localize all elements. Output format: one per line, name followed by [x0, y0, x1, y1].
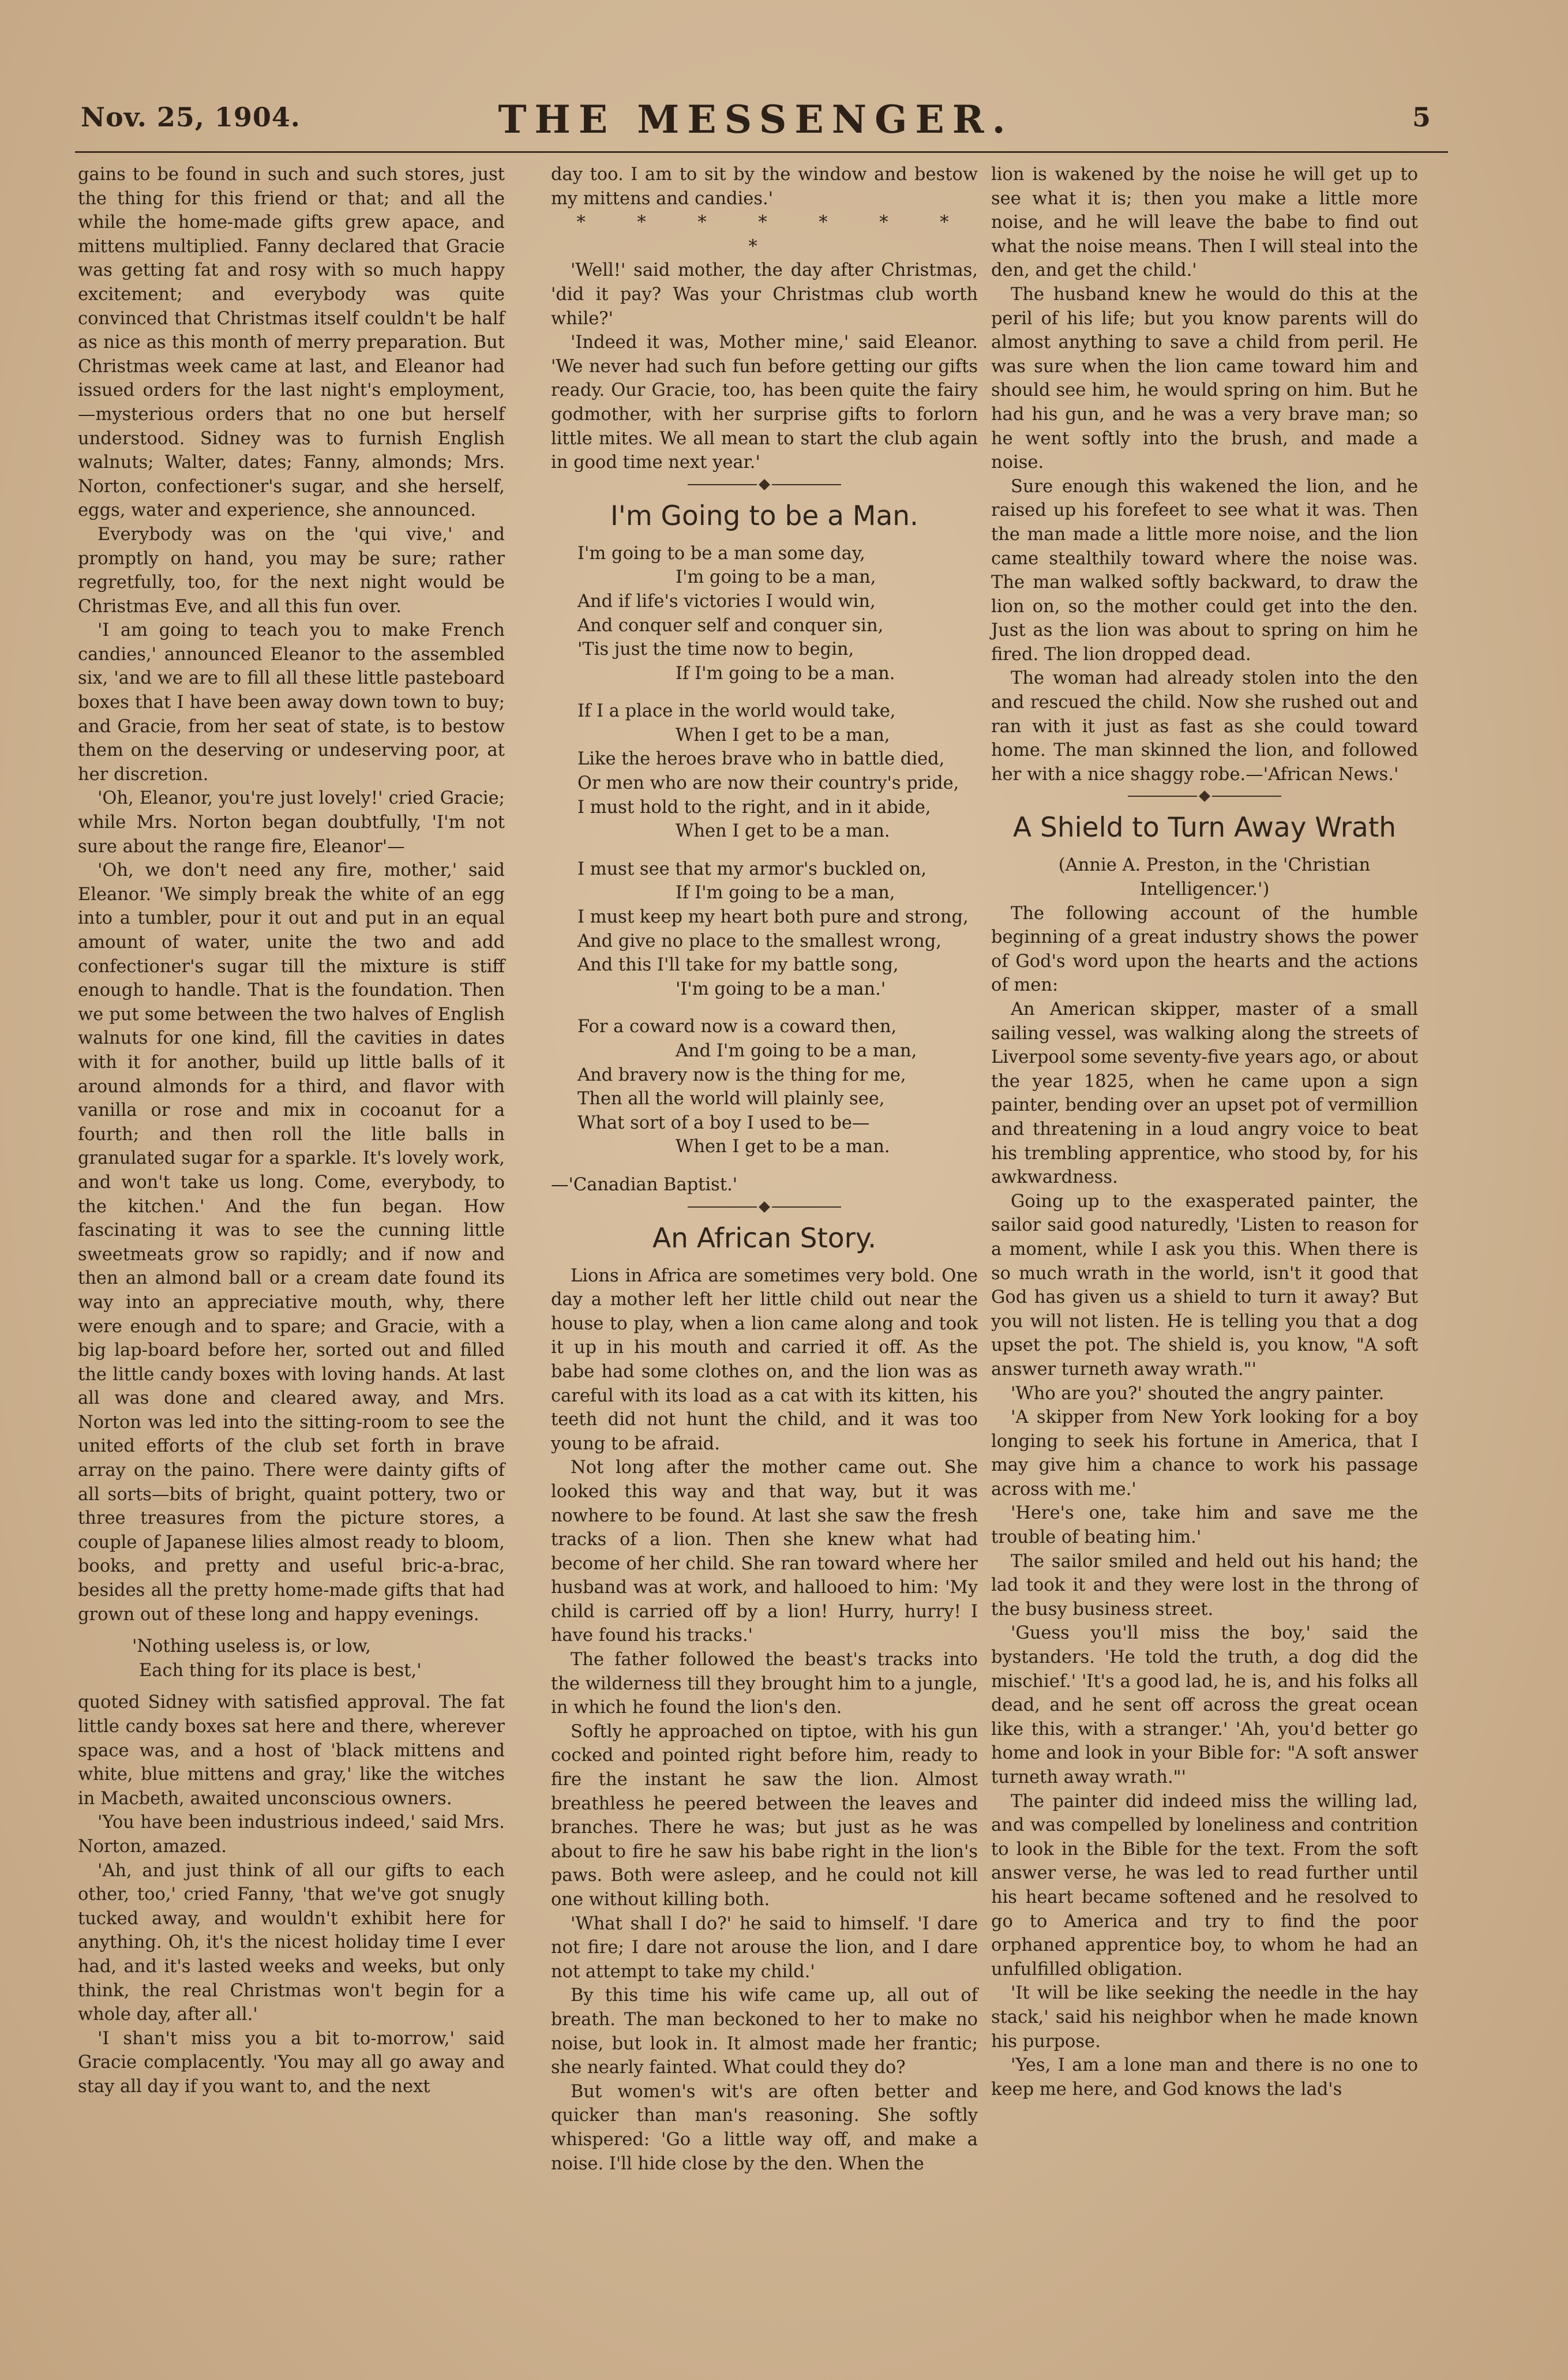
poem-title: I'm Going to be a Man.	[610, 500, 918, 532]
paragraph: An American skipper, master of a small sailing vessel, was walking along the streets of Liverpool some seventy-five years ago, or about the year 1825, when he came upon a sign painter, bending over an upset pot of vermillion and threatening in a loud angry voice to beat his trembling apprentice, who stood by, for his awkwardness.	[991, 999, 1418, 1188]
paragraph: 'Oh, we don't need any fire, mother,' said Eleanor. 'We simply break the white of an egg into a tumbler, pour it out and put in an equal amount of water, unite the two and add confectioner's sugar till the mixture is stiff enough to handle. That is the foundation. Then we put some between the two halves of English walnuts for one kind, fill the cavities in dates with it for another, build up little balls of it around almonds for a third, and flavor with vanilla or rose and mix in cocoanut for a fourth; and then roll the litle balls in granulated sugar for a sparkle. It's lovely work, and won't take us long. Come, everybody, to the kitchen.' And the fun began. How fascinating it was to see the cunning little sweetmeats grow so rapidly; and if now and then an almond ball or a cream date found its way into an appreciative mouth, why, there were enough and to spare; and Gracie, with a big lap-board before her, sorted out and filled the little candy boxes with loving hands. At last all was done and cleared away, and Mrs. Norton was led into the sitting-room to see the united efforts of the club set forth in brave array on the paino. There were dainty gifts of all sorts—bits of bright, quaint pottery, two or three treasures from the picture stores, a couple of Japanese lilies almost ready to bloom, books, and pretty and useful bric-a-brac, besides all the pretty home-made gifts that had grown out of these long and happy evenings.	[78, 860, 505, 1625]
paragraph: Not long after the mother came out. She looked this way and that way, but it was nowhere to be found. At last she saw the fresh tracks of a lion. Then she knew what had become of her child. She ran toward where her husband was at work, and hallooed to him: 'My child is carried off by a lion! Hurry, hurry! I have found his tracks.'	[551, 1457, 978, 1646]
paper-title: THE MESSENGER.	[498, 97, 1014, 142]
column-3	[991, 163, 1418, 2101]
paragraph: day too. I am to sit by the window and bestow my mittens and candies.'	[551, 164, 978, 209]
paragraph: 'Indeed it was, Mother mine,' said Eleanor. 'We never had such fun before getting our gifts ready. Our Gracie, too, has been quite the fairy godmother, with her surprise gifts to forlorn little mites. We all mean to start the club again in good time next year.'	[551, 332, 978, 473]
verse-line: And bravery now is the thing for me,	[577, 1065, 906, 1085]
verse-line: 'Nothing useless is, or low,	[132, 1636, 371, 1657]
poem-stanza	[551, 542, 978, 686]
verse-line: If I'm going to be a man,	[676, 883, 895, 904]
verse-line: Or men who are now their country's pride,	[577, 773, 959, 794]
verse-line: 'Tis just the time now to begin,	[577, 639, 854, 660]
quoted-couplet	[78, 1635, 505, 1682]
verse-line: When I get to be a man.	[676, 1137, 890, 1157]
paragraph: 'Here's one, take him and save me the trouble of beating him.'	[991, 1503, 1418, 1548]
verse-line: I must hold to the right, and in it abide,	[577, 797, 931, 818]
paragraph: 'Who are you?' shouted the angry painter.	[1011, 1383, 1385, 1404]
paragraph: 'Yes, I am a lone man and there is no one to keep me here, and God knows the lad's	[991, 2055, 1418, 2100]
paragraph: 'Oh, Eleanor, you're just lovely!' cried Gracie; while Mrs. Norton began doubtfully, 'I'm not sure about the range fire, Eleanor'—	[78, 788, 505, 857]
verse-line: And this I'll take for my battle song,	[577, 955, 899, 976]
paragraph: The husband knew he would do this at the peril of his life; but you know parents will do almost anything to save a child from peril. He was sure when the lion came toward him and should see him, he would spring on him. But he had his gun, and he was a very brave man; so he went softly into the brush, and made a noise.	[991, 284, 1418, 473]
poem-stanza	[551, 1015, 978, 1159]
paragraph: But women's wit's are often better and quicker than man's reasoning. She softly whispered: 'Go a little way off, and make a noise. I'll hide close by the den. When the	[551, 2081, 978, 2174]
ornamental-divider	[991, 792, 1418, 800]
verse-line: I'm going to be a man,	[676, 567, 876, 588]
poem-stanza	[551, 699, 978, 844]
paragraph: Going up to the exasperated painter, the sailor said good naturedly, 'Listen to reason for a moment, while I ask you this. When there is so much wrath in the world, isn't it good that God has given us a shield to turn it away? But you will not listen. He is telling you that a dog upset the pot. The shield is, you know, "A soft answer turneth away wrath."'	[991, 1191, 1418, 1380]
verse-line: When I get to be a man,	[676, 725, 890, 745]
verse-line: For a coward now is a coward then,	[577, 1017, 897, 1037]
paragraph: lion is wakened by the noise he will get up to see what it is; then you make a little more noise, and he will leave the babe to find out what the noise means. Then I will steal into the den, and get the child.'	[991, 164, 1418, 281]
verse-line: I must see that my armor's buckled on,	[577, 859, 927, 879]
poem-source: —'Canadian Baptist.'	[551, 1174, 738, 1195]
paragraph: 'Well!' said mother, the day after Christmas, 'did it pay? Was your Christmas club worth while?'	[551, 260, 978, 329]
verse-line: Like the heroes brave who in battle died,	[577, 749, 945, 770]
paragraph: Sure enough this wakened the lion, and he raised up his forefeet to see what it was. Then the man made a little more noise, and the lion came stealthily toward where the noise was. The man walked softly backward, to draw the lion on, so the mother could get into the den. Just as the lion was about to spring on him he fired. The lion dropped dead.	[991, 476, 1418, 665]
paragraph: 'I shan't miss you a bit to-morrow,' said Gracie complacently. 'You may all go away and stay all day if you want to, and the next	[78, 2028, 505, 2097]
column-1	[78, 163, 505, 2099]
masthead	[81, 97, 1431, 143]
paragraph: By this time his wife came up, all out of breath. The man beckoned to her to make no noise, but look in. It almost made her frantic; she nearly fainted. What could they do?	[551, 1985, 978, 2078]
verse-line: Each thing for its place is best,'	[139, 1660, 422, 1681]
paragraph: 'A skipper from New York looking for a boy longing to seek his fortune in America, that I may give him a chance to work his passage across with me.'	[991, 1407, 1418, 1500]
verse-line: Then all the world will plainly see,	[577, 1089, 885, 1110]
verse-line: I must keep my heart both pure and strong,	[577, 907, 969, 928]
column-2	[551, 163, 978, 2176]
poem-stanza	[551, 857, 978, 1002]
ornamental-divider	[551, 481, 978, 489]
paragraph: Lions in Africa are sometimes very bold. One day a mother left her little child out near the house to play, when a lion came along and took it up in his mouth and carried it off. As the babe had some clothes on, and the lion was as careful with its load as a cat with its kitten, his teeth did not hunt the child, and it was too young to be afraid.	[551, 1265, 978, 1454]
paragraph: gains to be found in such and such stores, just the thing for this friend or that; and all the while the home-made gifts grew apace, and mittens multiplied. Fanny declared that Gracie was getting fat and rosy with so much happy excitement; and everybody was quite convinced that Christmas itself couldn't be half as nice as this month of merry preparation. But Christmas week came at last, and Eleanor had issued orders for the last night's employment,—mysterious orders that no one but herself understood. Sidney was to furnish English walnuts; Walter, dates; Fanny, almonds; Mrs. Norton, confectioner's sugar, and she herself, eggs, water and experience, she announced.	[78, 164, 505, 521]
paragraph: The following account of the humble beginning of a great industry shows the power of God's word upon the hearts and the actions of men:	[991, 903, 1418, 996]
paragraph: Softly he approached on tiptoe, with his gun cocked and pointed right before him, ready to fire the instant he saw the lion. Almost breathless he peered between the leaves and branches. There he was; but just as he was about to fire he saw his babe right in the lion's paws. Both were asleep, and he could not kill one without killing both.	[551, 1721, 978, 1910]
verse-line: I'm going to be a man some day,	[577, 543, 865, 564]
verse-line: When I get to be a man.	[676, 821, 890, 842]
story-title: An African Story.	[652, 1222, 877, 1254]
paragraph: The woman had already stolen into the den and rescued the child. Now she rushed out and ran with it just as fast as she could toward home. The man skinned the lion, and followed her with a nice shaggy robe.—'African News.'	[991, 668, 1418, 785]
verse-line: 'I'm going to be a man.'	[676, 979, 886, 999]
article-title: A Shield to Turn Away Wrath	[1012, 812, 1397, 844]
verse-line: And I'm going to be a man,	[676, 1041, 917, 1061]
paragraph: The sailor smiled and held out his hand; the lad took it and they were lost in the throng of the busy business street.	[991, 1551, 1418, 1620]
paragraph: 'It will be like seeking the needle in the hay stack,' said his neighbor when he made known his purpose.	[991, 1983, 1418, 2052]
verse-line: If I'm going to be a man.	[676, 663, 895, 684]
poem-body	[551, 542, 978, 1159]
paragraph: The father followed the beast's tracks into the wilderness till they brought him to a jungle, in which he found the lion's den.	[551, 1650, 978, 1718]
paragraph: Everybody was on the 'qui vive,' and promptly on hand, you may be sure; rather regretfully, too, for the next night would be Christmas Eve, and all this fun over.	[78, 524, 505, 617]
paragraph: 'What shall I do?' he said to himself. 'I dare not fire; I dare not arouse the lion, and I dare not attempt to take my child.'	[551, 1913, 978, 1982]
paragraph: 'You have been industrious indeed,' said Mrs. Norton, amazed.	[78, 1812, 505, 1857]
paragraph: quoted Sidney with satisfied approval. The fat little candy boxes sat here and there, wherever space was, and a host of 'black mittens and white, blue mittens and gray,' like the witches in Macbeth, awaited unconscious owners.	[78, 1692, 505, 1809]
issue-date: Nov. 25, 1904.	[81, 102, 301, 133]
paragraph: 'Ah, and just think of all our gifts to each other, too,' cried Fanny, 'that we've got snugly tucked away, and wouldn't exhibit here for anything. Oh, it's the nicest holiday time I ever had, and it's lasted weeks and weeks, but only think, the real Christmas won't begin for a whole day, after all.'	[78, 1860, 505, 2025]
paragraph: 'I am going to teach you to make French candies,' announced Eleanor to the assembled six, 'and we are to fill all these little pasteboard boxes that I have been away down town to buy; and Gracie, from her seat of state, is to bestow them on the deserving or undeserving poor, at her discretion.	[78, 620, 505, 785]
byline: (Annie A. Preston, in the 'Christian Intelligencer.')	[1058, 855, 1371, 900]
verse-line: If I a place in the world would take,	[577, 701, 896, 722]
header-rule	[75, 151, 1448, 153]
verse-line: And give no place to the smallest wrong,	[577, 931, 941, 951]
section-break-stars: * * * * * * * *	[576, 212, 972, 257]
verse-line: And if life's victories I would win,	[577, 591, 876, 612]
verse-line: And conquer self and conquer sin,	[577, 615, 884, 636]
verse-line: What sort of a boy I used to be—	[577, 1112, 870, 1133]
paragraph: 'Guess you'll miss the boy,' said the bystanders. 'He told the truth, a dog did the mischief.' 'It's a good lad, he is, and his folks all dead, and he sent off across the great ocean like this, with a stranger.' 'Ah, you'd better go home and look in your Bible for: "A soft answer turneth away wrath."'	[991, 1623, 1418, 1787]
paragraph: The painter did indeed miss the willing lad, and was compelled by loneliness and contrition to look in the Bible for the text. From the soft answer verse, he was led to read further until his heart became softened and he resolved to go to America and try to find the poor orphaned apprentice boy, to whom he had an unfulfilled obligation.	[991, 1791, 1418, 1980]
ornamental-divider	[551, 1203, 978, 1211]
page-number: 5	[1412, 102, 1431, 133]
